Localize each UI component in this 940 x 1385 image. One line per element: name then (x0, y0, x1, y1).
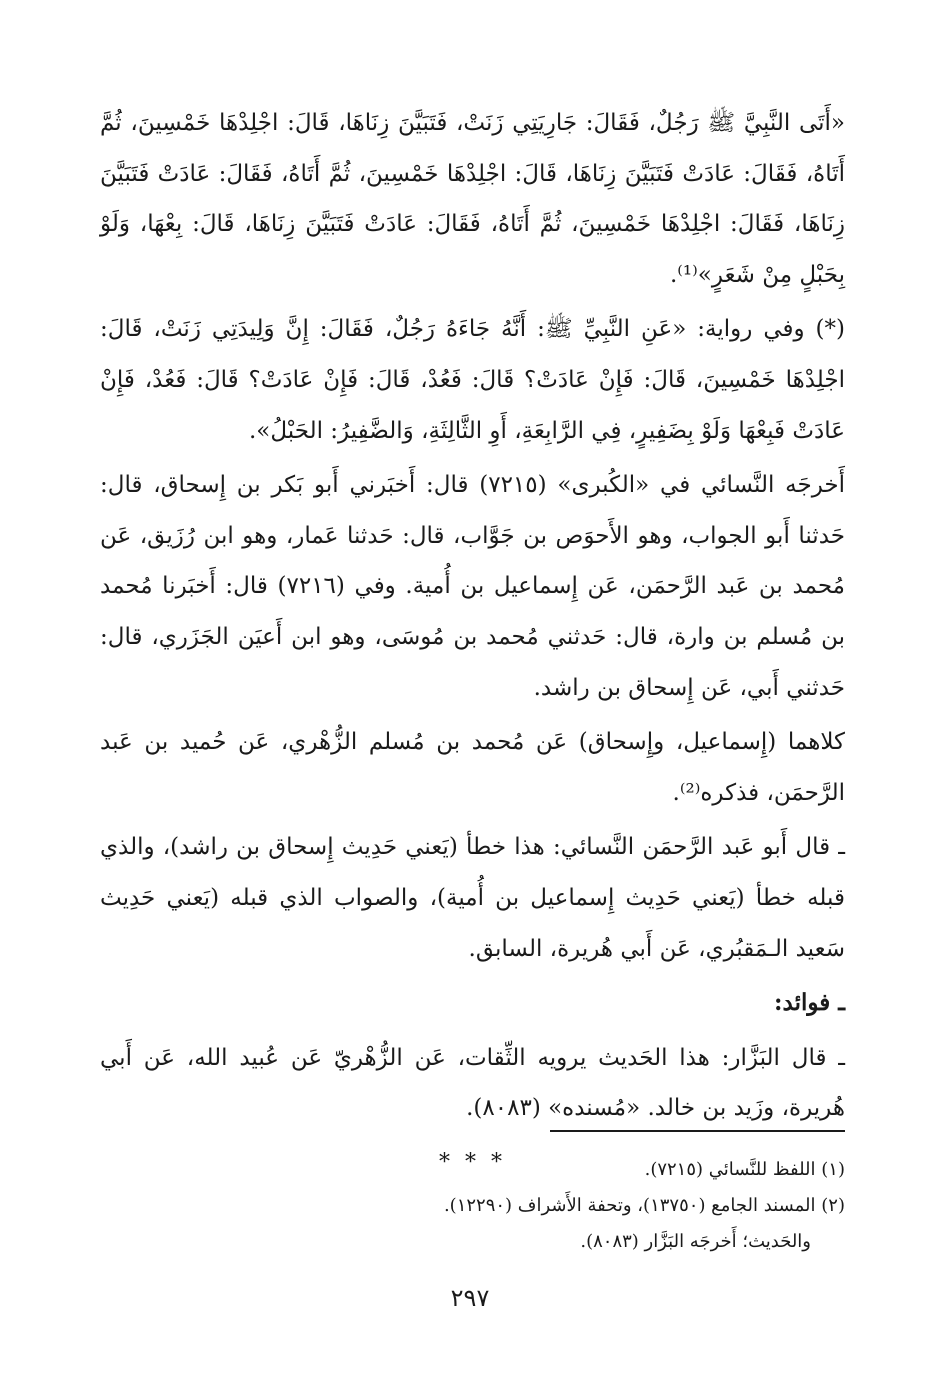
footnote-2-continuation: والحَديث؛ أَخرجَه البَزَّار (٨٠٨٣). (580, 1231, 811, 1252)
page-body (100, 98, 845, 1178)
footnote-2: (٢) المسند الجامع (١٣٧٥٠)، وتحفة الأَشراف (١٢٢٩٠). (443, 1195, 845, 1216)
nasai-comment-paragraph: ـ قال أَبو عَبد الرَّحمَن النَّسائي: هذا خطأ (يَعني حَدِيث إِسحاق بن راشد)، والذي قبله خطأ (يَعني حَدِيث إِسماعيل بن أُمية)، والصواب الذي قبله (يَعني حَدِيث سَعيد الـمَقبُري، عَن أَبي هُريرة، السابق. (100, 834, 845, 962)
benefits-heading: ـ فوائد: (774, 989, 845, 1017)
hadith-text-paragraph: «أَتَى النَّبِيَّ ﷺ رَجُلٌ، فَقَالَ: جَارِيَتِي زَنَتْ، فَتَبَيَّنَ زِنَاهَا، قَالَ: اجْلِدْهَا خَمْسِينَ، ثُمَّ أَتَاهُ، فَقَالَ: عَادَتْ فَتَبَيَّنَ زِنَاهَا، قَالَ: اجْلِدْهَا خَمْسِينَ، ثُمَّ أَتَاهُ، فَقَالَ: عَادَتْ فَتَبَيَّنَ زِنَاهَا، فَقَالَ: اجْلِدْهَا خَمْسِينَ، ثُمَّ أَتَاهُ، فَقَالَ: عَادَتْ فَتَبَيَّنَ زِنَاهَا، قَالَ: بِعْهَا، وَلَوْ بِحَبْلٍ مِنْ شَعَرٍ»⁽¹⁾. (100, 110, 845, 288)
variant-narration-paragraph: (*) وفي رواية: «عَنِ النَّبِيِّ ﷺ: أَنَّهُ جَاءَهُ رَجُلٌ، فَقَالَ: إِنَّ وَلِيدَتِي زَنَتْ، قَالَ: اجْلِدْهَا خَمْسِينَ، قَالَ: فَإِنْ عَادَتْ؟ قَالَ: فَعُدْ، قَالَ: فَإِنْ عَادَتْ؟ قَالَ: فَعُدْ، فَإِنْ عَادَتْ فَبِعْهَا وَلَوْ بِضَفِيرٍ، فِي الرَّابِعَةِ، أَوِ الثَّالِثَةِ، وَالضَّفِيرُ: الحَبْلُ». (100, 316, 845, 444)
takhrij-paragraph: أَخرجَه النَّسائي في «الكُبرى» (٧٢١٥) قال: أَخبَرني أَبو بَكر بن إِسحاق، قال: حَدثنا أَبو الجواب، وهو الأَحوَص بن جَوَّاب، قال: حَدثنا عَمار، وهو ابن رُزَيق، عَن مُحمد بن عَبد الرَّحمَن، عَن إِسماعيل بن أُمية. وفي (٧٢١٦) قال: أَخبَرنا مُحمد بن مُسلم بن وارة، قال: حَدثني مُحمد بن مُوسَى، وهو ابن أَعيَن الجَزَري، قال: حَدثني أَبي، عَن إِسحاق بن راشد. (100, 472, 845, 701)
page-number: ٢٩٧ (450, 1284, 490, 1312)
chain-convergence-paragraph: كلاهما (إِسماعيل، وإِسحاق) عَن مُحمد بن مُسلم الزُّهْري، عَن حُميد بن عَبد الرَّحمَن، فذكره⁽²⁾. (100, 729, 845, 806)
footnotes (100, 1152, 845, 1260)
section-separator: * * * (439, 1149, 506, 1175)
footnote-divider (550, 1130, 845, 1132)
footnote-1: (١) اللفظ للنَّسائي (٧٢١٥). (644, 1159, 845, 1180)
bazzar-comment-paragraph: ـ قال البَزَّار: هذا الحَديث يرويه الثِّقات، عَن الزُّهْريّ عَن عُبيد الله، عَن أَبي هُريرة، وزَيد بن خالد. «مُسنده» (٨٠٨٣). (100, 1044, 845, 1122)
